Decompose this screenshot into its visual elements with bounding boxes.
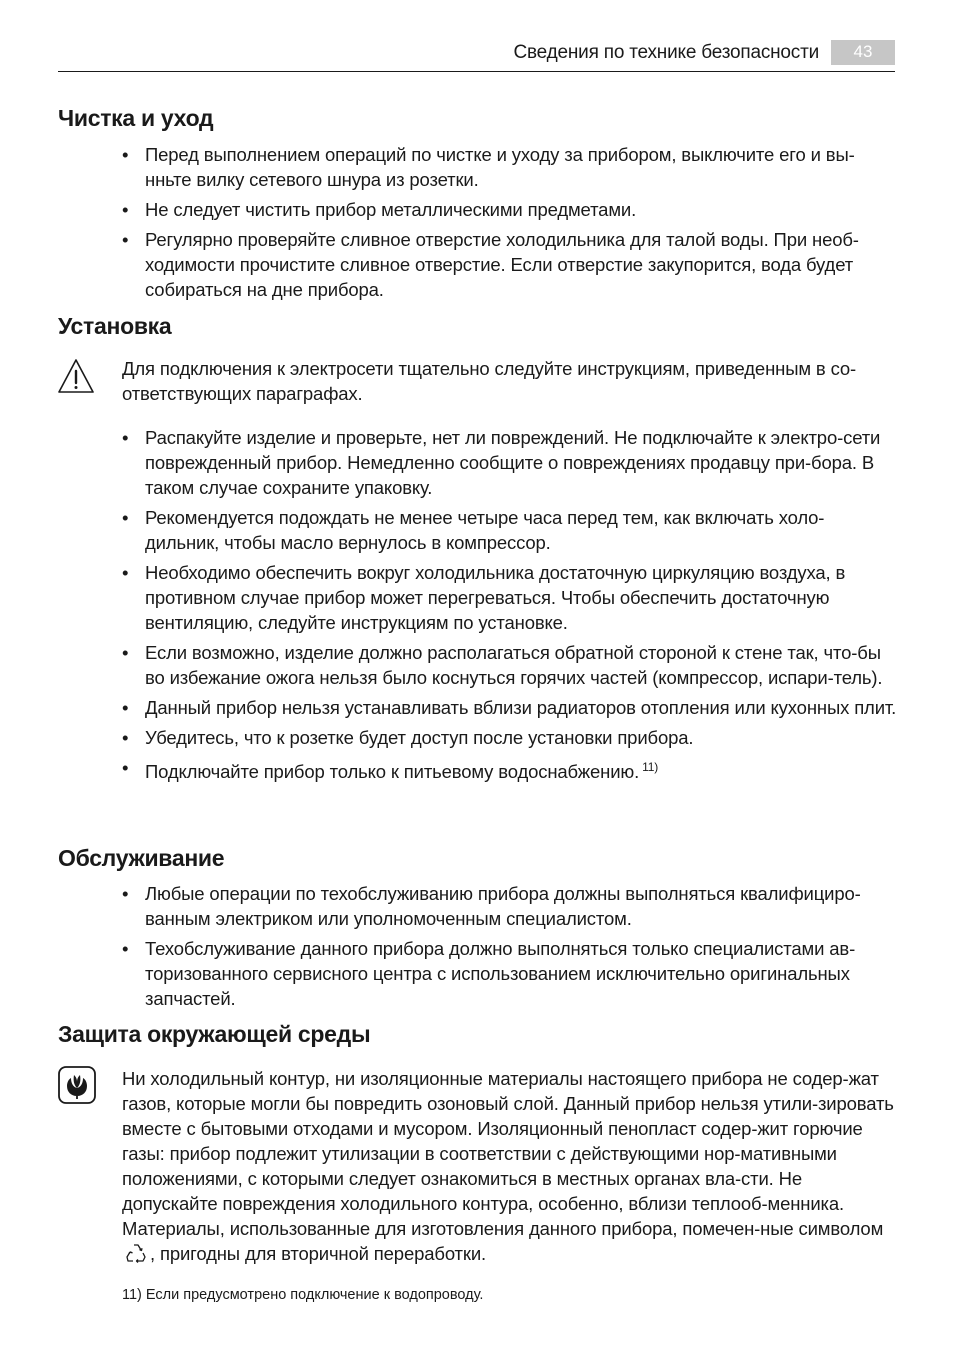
environment-text-end: , пригодны для вторичной переработки. (150, 1243, 486, 1264)
list-item-text: Данный прибор нельзя устанавливать вблизи радиаторов отопления или кухонных плит. (145, 697, 897, 718)
list-item (122, 640, 897, 690)
bullet-marker: • (122, 562, 129, 583)
bullet-marker: • (122, 697, 129, 718)
list-item-text: Любые операции по техобслуживанию прибора должны выполняться квалифициро-ванным электриком или уполномоченным специалистом. (145, 883, 861, 929)
bullet-marker: • (122, 199, 129, 220)
list-item-text: Если возможно, изделие должно располагаться обратной стороной к стене так, что-бы во избежание ожога нельзя было коснуться горячих частей (компрессор, испари-тель). (145, 642, 883, 688)
list-item (122, 936, 897, 1011)
page-number: 43 (831, 40, 895, 65)
list-item-text: Не следует чистить прибор металлическими предметами. (145, 199, 637, 220)
footnote: 11) Если предусмотрено подключение к водопроводу. (122, 1287, 484, 1303)
list-item (122, 227, 897, 302)
list-item-text: Распакуйте изделие и проверьте, нет ли повреждений. Не подключайте к электро-сети поврежденный прибор. Немедленно сообщите о повреждениях продавцу при-бора. В таком случае сохраните упаковку. (145, 427, 881, 498)
list-item (122, 695, 897, 720)
warning-triangle-icon (57, 358, 95, 394)
header-rule (58, 71, 895, 72)
bullet-marker: • (122, 507, 129, 528)
service-heading: Обслуживание (58, 845, 225, 871)
list-item (122, 755, 897, 784)
list-item (122, 425, 897, 500)
environment-text-main: Ни холодильный контур, ни изоляционные материалы настоящего прибора не содер-жат газов, которые могли бы повредить озоновый слой. Данный прибор нельзя утили-зировать вместе с бытовыми отходами и мусором. Изоляционный пенопласт содер-жит горючие газы: прибор подлежит утилизации в соответствии с действующими нор-мативными положениями, с которыми следует ознакомиться в местных органах вла-сти. Не допускайте повреждения холодильного контура, особенно, вблизи теплооб-менника. Материалы, использованные для изготовления данного прибора, помечен-ные символом (122, 1068, 894, 1239)
list-item-text: Убедитесь, что к розетке будет доступ после установки прибора. (145, 727, 694, 748)
list-item (122, 560, 897, 635)
bullet-marker: • (122, 144, 129, 165)
bullet-marker: • (122, 727, 129, 748)
list-item (122, 725, 897, 750)
list-item-text: Рекомендуется подождать не менее четыре часа перед тем, как включать холо-дильник, чтобы масло вернулось в компрессор. (145, 507, 825, 553)
list-item-text: Необходимо обеспечить вокруг холодильника достаточную циркуляцию воздуха, в противном случае прибор может перегреваться. Чтобы обеспечить достаточную вентиляцию, следуйте инструкциям по установке. (145, 562, 846, 633)
environment-leaf-icon (58, 1066, 96, 1104)
bullet-marker: • (122, 757, 129, 778)
environment-text (122, 1066, 894, 1266)
list-item-text: Техобслуживание данного прибора должно выполняться только специалистами ав-торизованного сервисного центра с использованием исключительно оригинальных запчастей. (145, 938, 856, 1009)
list-item (122, 505, 897, 555)
service-list (122, 881, 897, 1016)
bullet-marker: • (122, 229, 129, 250)
list-item-text: Регулярно проверяйте сливное отверстие холодильника для талой воды. При необ-ходимости прочистите сливное отверстие. Если отверстие закупорится, вода будет собираться на дне прибора. (145, 229, 859, 300)
header-title: Сведения по технике безопасности (513, 42, 819, 63)
bullet-marker: • (122, 938, 129, 959)
running-header (58, 40, 895, 72)
list-item-text: Перед выполнением операций по чистке и уходу за прибором, выключите его и вы-нньте вилку сетевого шнура из розетки. (145, 144, 855, 190)
environment-heading: Защита окружающей среды (58, 1021, 371, 1047)
recycle-icon (125, 1242, 147, 1264)
cleaning-heading: Чистка и уход (58, 105, 214, 131)
bullet-marker: • (122, 883, 129, 904)
installation-warning-text: Для подключения к электросети тщательно следуйте инструкциям, приведенным в со-ответствующих параграфах. (122, 358, 857, 404)
bullet-marker: • (122, 427, 129, 448)
list-item-text: Подключайте прибор только к питьевому водоснабжению. (145, 761, 640, 782)
cleaning-list (122, 142, 897, 307)
list-item (122, 881, 897, 931)
installation-list (122, 425, 897, 789)
list-item (122, 197, 897, 222)
installation-heading: Установка (58, 313, 172, 339)
list-item (122, 142, 897, 192)
bullet-marker: • (122, 642, 129, 663)
footnote-reference: 11) (642, 760, 659, 774)
